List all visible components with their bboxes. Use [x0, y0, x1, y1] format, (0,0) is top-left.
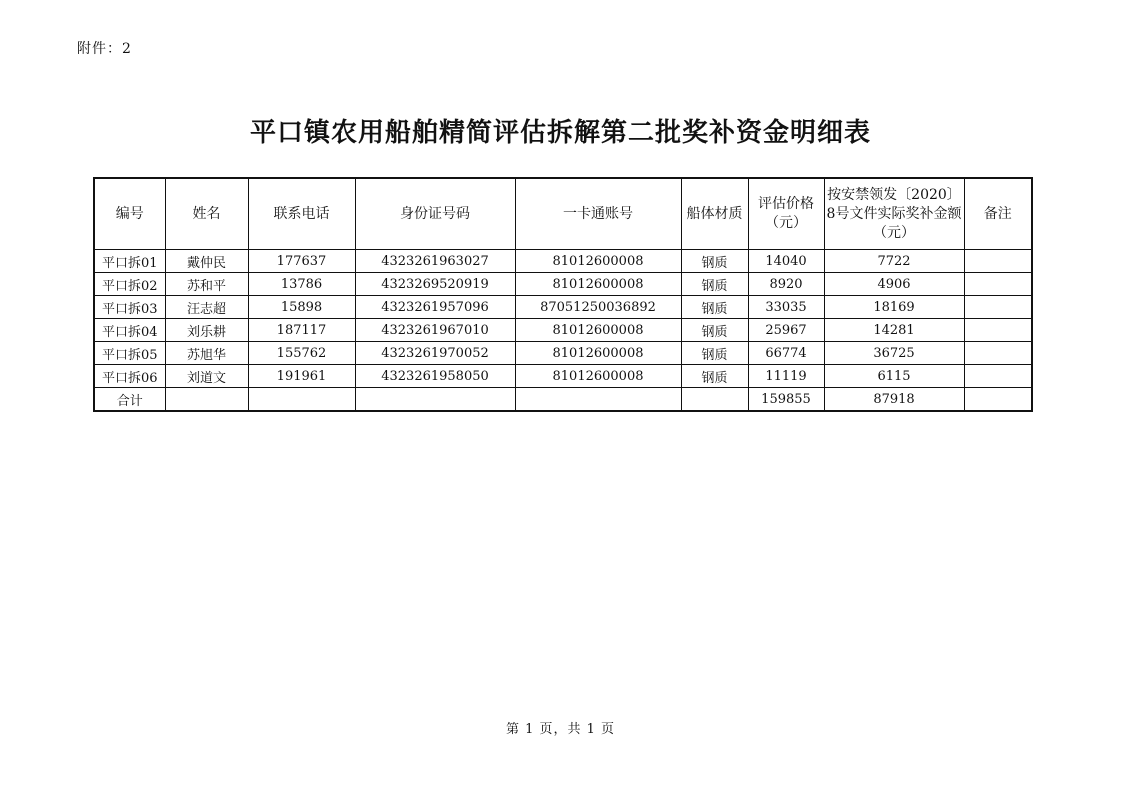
- cell-phone: 13786: [248, 273, 355, 296]
- page-footer: 第 1 页，共 1 页: [505, 722, 616, 737]
- cell-name: 苏旭华: [165, 342, 248, 365]
- cell-phone: 155762: [248, 342, 355, 365]
- cell-phone: 177637: [248, 250, 355, 273]
- header-price: 评估价格（元）: [748, 178, 824, 250]
- total-subsidy: 87918: [824, 388, 964, 412]
- cell-id-card: 4323261967010: [355, 319, 515, 342]
- cell-id: 平口拆05: [94, 342, 165, 365]
- cell-id-card: 4323261957096: [355, 296, 515, 319]
- cell-account: 87051250036892: [515, 296, 681, 319]
- cell-account: 81012600008: [515, 365, 681, 388]
- cell-phone: 187117: [248, 319, 355, 342]
- cell-account: 81012600008: [515, 250, 681, 273]
- cell-material: 钢质: [681, 296, 748, 319]
- header-account: 一卡通账号: [515, 178, 681, 250]
- cell-subsidy: 4906: [824, 273, 964, 296]
- cell-price: 25967: [748, 319, 824, 342]
- cell-subsidy: 6115: [824, 365, 964, 388]
- cell-id-card: 4323269520919: [355, 273, 515, 296]
- total-row: [94, 388, 1032, 412]
- cell-account: 81012600008: [515, 273, 681, 296]
- cell-empty: [165, 388, 248, 412]
- cell-subsidy: 18169: [824, 296, 964, 319]
- cell-id: 平口拆02: [94, 273, 165, 296]
- cell-empty: [515, 388, 681, 412]
- document-title: 平口镇农用船舶精简评估拆解第二批奖补资金明细表: [249, 118, 871, 148]
- header-phone: 联系电话: [248, 178, 355, 250]
- cell-empty: [248, 388, 355, 412]
- cell-id-card: 4323261963027: [355, 250, 515, 273]
- cell-id: 平口拆03: [94, 296, 165, 319]
- cell-note: [964, 342, 1032, 365]
- cell-note: [964, 273, 1032, 296]
- cell-note: [964, 319, 1032, 342]
- cell-id: 平口拆01: [94, 250, 165, 273]
- cell-account: 81012600008: [515, 342, 681, 365]
- cell-subsidy: 14281: [824, 319, 964, 342]
- cell-price: 14040: [748, 250, 824, 273]
- table-row: [94, 296, 1032, 319]
- header-subsidy: 按安禁领发〔2020〕8号文件实际奖补金额（元）: [824, 178, 964, 250]
- cell-empty: [964, 388, 1032, 412]
- cell-empty: [355, 388, 515, 412]
- cell-material: 钢质: [681, 273, 748, 296]
- cell-id: 平口拆04: [94, 319, 165, 342]
- attachment-label: 附件：2: [77, 41, 132, 57]
- table-row: [94, 273, 1032, 296]
- table-row: [94, 342, 1032, 365]
- table-row: [94, 319, 1032, 342]
- header-id: 编号: [94, 178, 165, 250]
- header-name: 姓名: [165, 178, 248, 250]
- table-header-row: [94, 178, 1032, 250]
- table-row: [94, 250, 1032, 273]
- table-row: [94, 365, 1032, 388]
- cell-id-card: 4323261958050: [355, 365, 515, 388]
- cell-name: 戴仲民: [165, 250, 248, 273]
- cell-price: 33035: [748, 296, 824, 319]
- header-id-card: 身份证号码: [355, 178, 515, 250]
- cell-name: 刘道文: [165, 365, 248, 388]
- total-label: 合计: [94, 388, 165, 412]
- cell-phone: 15898: [248, 296, 355, 319]
- cell-id-card: 4323261970052: [355, 342, 515, 365]
- cell-note: [964, 296, 1032, 319]
- cell-material: 钢质: [681, 365, 748, 388]
- cell-id: 平口拆06: [94, 365, 165, 388]
- header-material: 船体材质: [681, 178, 748, 250]
- cell-phone: 191961: [248, 365, 355, 388]
- cell-price: 11119: [748, 365, 824, 388]
- cell-note: [964, 250, 1032, 273]
- cell-material: 钢质: [681, 250, 748, 273]
- cell-name: 刘乐耕: [165, 319, 248, 342]
- cell-note: [964, 365, 1032, 388]
- total-price: 159855: [748, 388, 824, 412]
- header-note: 备注: [964, 178, 1032, 250]
- cell-price: 66774: [748, 342, 824, 365]
- cell-account: 81012600008: [515, 319, 681, 342]
- cell-subsidy: 7722: [824, 250, 964, 273]
- cell-name: 汪志超: [165, 296, 248, 319]
- cell-subsidy: 36725: [824, 342, 964, 365]
- cell-price: 8920: [748, 273, 824, 296]
- cell-material: 钢质: [681, 319, 748, 342]
- cell-name: 苏和平: [165, 273, 248, 296]
- subsidy-detail-table: [93, 177, 1033, 412]
- cell-material: 钢质: [681, 342, 748, 365]
- cell-empty: [681, 388, 748, 412]
